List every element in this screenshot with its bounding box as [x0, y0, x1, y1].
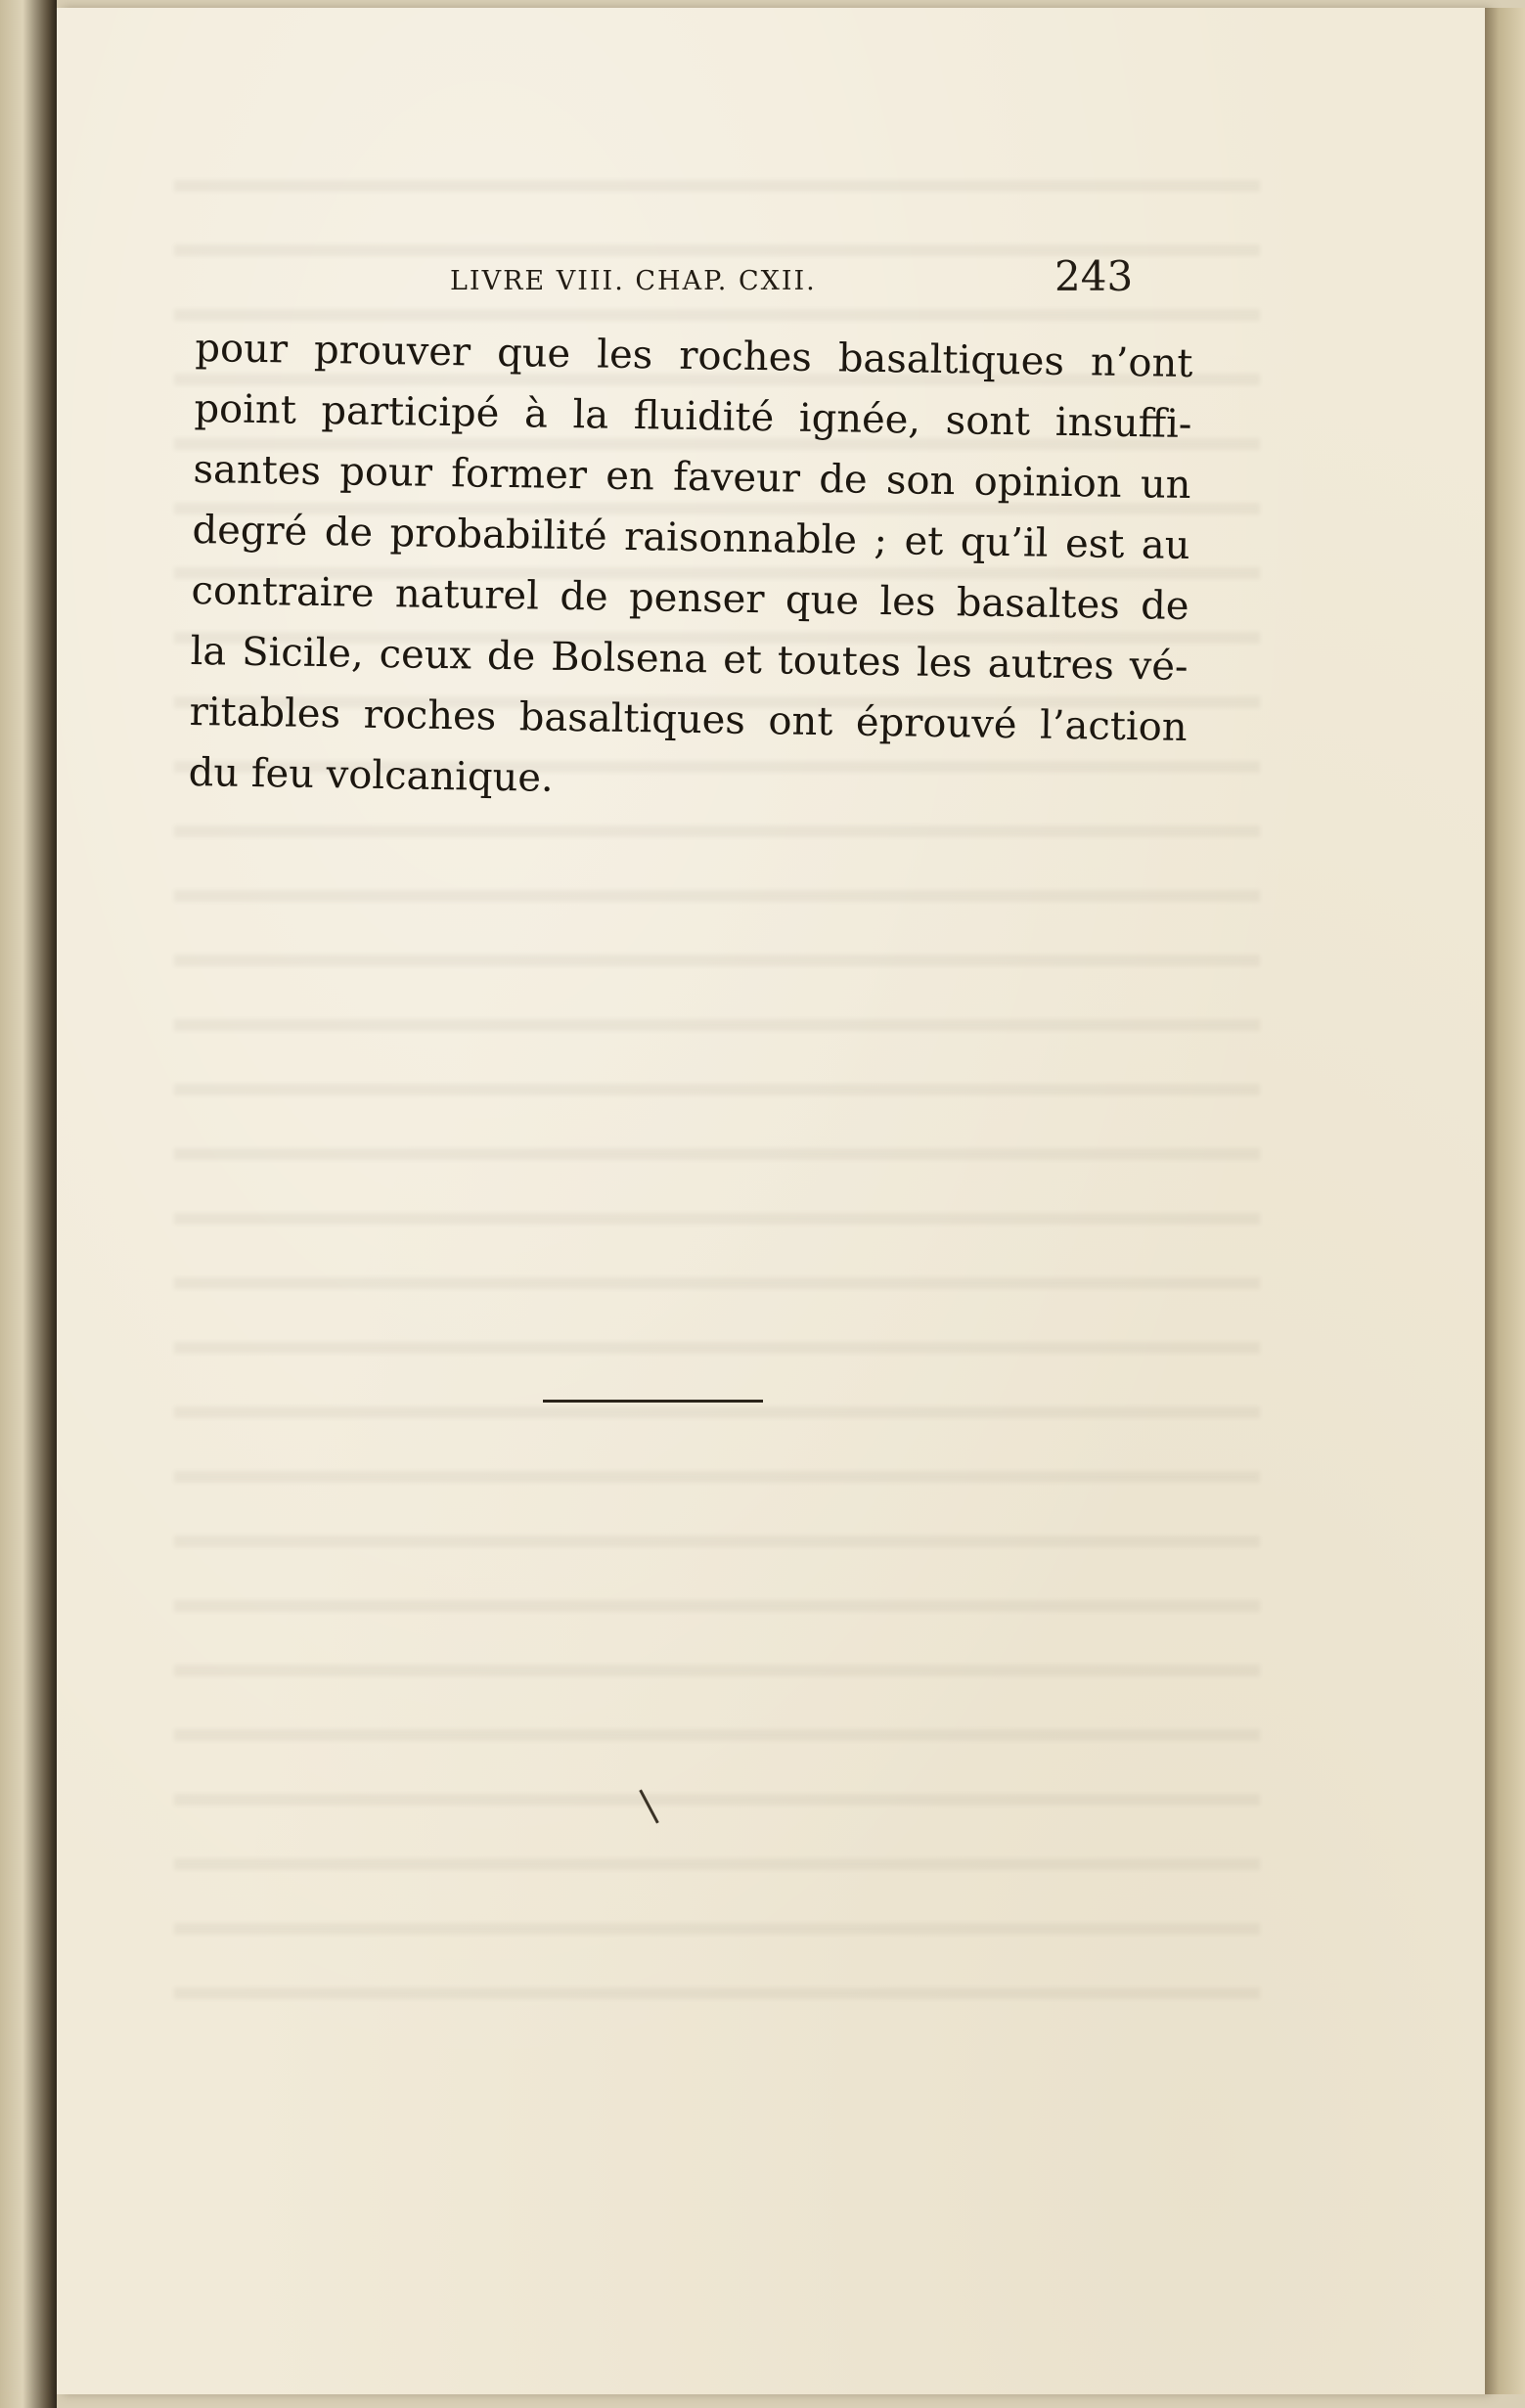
body-paragraph: [188, 318, 1193, 819]
text-line: santes pour former en faveur de son opinion un: [193, 446, 1191, 508]
book-binding: [0, 0, 57, 2408]
text-line: point participé à la fluidité ignée, sont insuffi-: [194, 385, 1192, 448]
page-edge: [1485, 8, 1525, 2394]
text-line: ritables roches basaltiques ont éprouvé l’action: [189, 689, 1188, 750]
text-line: la Sicile, ceux de Bolsena et toutes les autres vé-: [190, 628, 1189, 690]
text-line: contraire naturel de penser que les basaltes de: [191, 567, 1189, 629]
text-line: du feu volcanique.: [188, 749, 555, 801]
section-end-rule: [543, 1400, 763, 1403]
running-head: LIVRE VIII. CHAP. CXII.: [450, 266, 817, 296]
page-number: 243: [1054, 252, 1134, 300]
text-line: degré de probabilité raisonnable ; et qu’il est au: [192, 507, 1190, 568]
text-line: pour prouver que les roches basaltiques n’ont: [195, 325, 1193, 387]
